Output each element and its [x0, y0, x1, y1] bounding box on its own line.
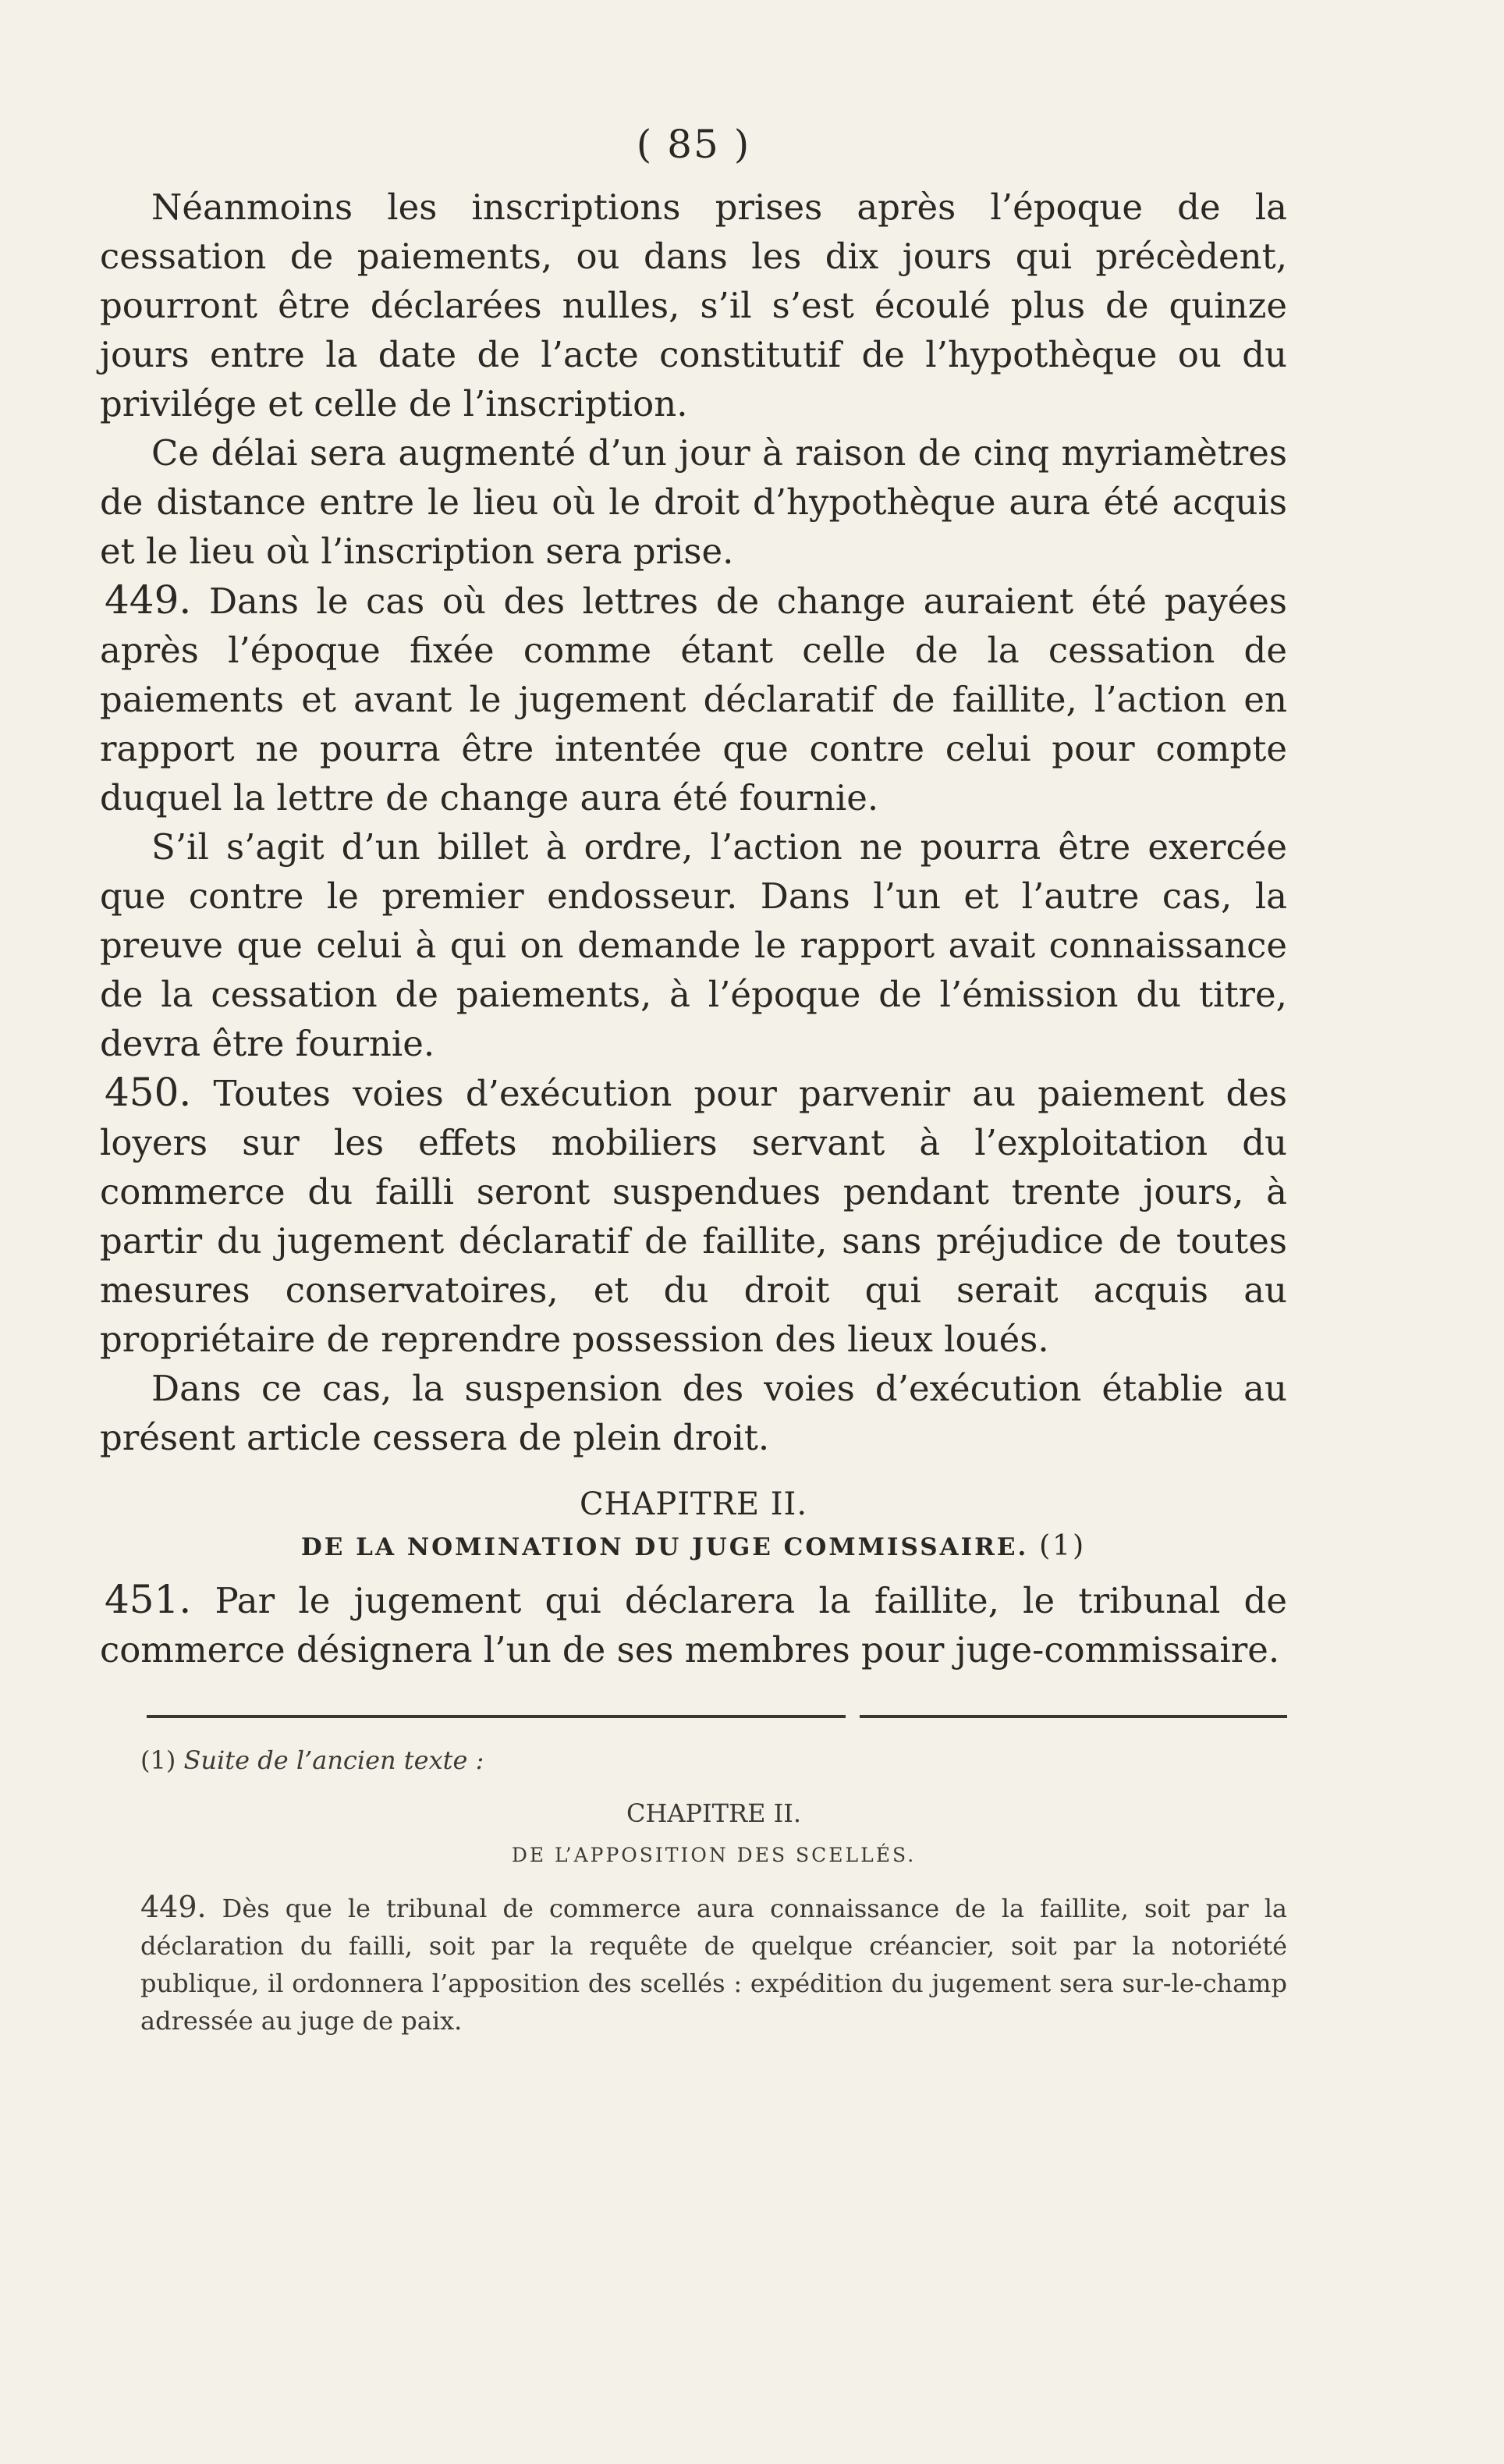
chapter-subtitle-text: DE LA NOMINATION DU JUGE COMMISSAIRE.: [300, 1533, 1029, 1561]
article-450: [100, 1068, 1287, 1364]
divider-rule: [860, 1715, 1287, 1718]
chapter-title: CHAPITRE II.: [579, 1486, 808, 1522]
page-number: ( 85 ): [636, 122, 751, 167]
article-451: [100, 1575, 1287, 1674]
article-text: Dans le cas où des lettres de change auraient été payées après l’époque fixée comme étant celle de la cessation de paiements et avant le jugement déclaratif de faillite, l’action en rapport ne pourra être intentée que contre celui pour compte duquel la lettre de change aura été fournie.: [100, 580, 1287, 818]
footnote-intro: [140, 1741, 1287, 1779]
divider-rule: [147, 1715, 846, 1718]
page: [100, 122, 1288, 2040]
footnote-divider: [100, 1715, 1287, 1718]
footnote-reference: (1): [1039, 1530, 1087, 1562]
footnote-article-text: Dès que le tribunal de commerce aura connaissance de la faillite, soit par la déclaration du failli, soit par la requête de quelque créancier, soit par la notoriété publique, il ordonnera l’apposition des scellés : expédition du jugement sera sur-le-champ adressée au juge de paix.: [140, 1894, 1288, 2036]
footnote-marker: (1): [140, 1745, 176, 1776]
article-text: Par le jugement qui déclarera la faillite, le tribunal de commerce désignera l’un de ses membres pour juge-commissaire.: [100, 1580, 1287, 1671]
paragraph: Ce délai sera augmenté d’un jour à raison de cinq myriamètres de distance entre le lieu où le droit d’hypothèque aura été acquis et le lieu où l’inscription sera prise.: [100, 432, 1287, 572]
paragraph: Néanmoins les inscriptions prises après l’époque de la cessation de paiements, ou dans les dix jours qui précèdent, pourront être déclarées nulles, s’il s’est écoulé plus de quinze jours entre la date de l’acte constitutif de l’hypothèque ou du privilége et celle de l’inscription.: [100, 186, 1287, 424]
article-text: Toutes voies d’exécution pour parvenir au paiement des loyers sur les effets mobiliers servant à l’exploitation du commerce du failli seront suspendues pendant trente jours, à partir du jugement déclaratif de faillite, sans préjudice de toutes mesures conservatoires, et du droit qui serait acquis au propriétaire de reprendre possession des lieux loués.: [100, 1073, 1287, 1360]
footnote-article-number: 449.: [140, 1890, 207, 1925]
article-number: 449.: [105, 577, 192, 623]
paragraph: Dans ce cas, la suspension des voies d’exécution établie au présent article cessera de plein droit.: [100, 1368, 1287, 1458]
article-number: 450.: [105, 1070, 192, 1115]
article-number: 451.: [105, 1577, 192, 1623]
footnote-intro-text: Suite de l’ancien texte :: [183, 1745, 484, 1776]
footnote: [100, 1741, 1287, 2040]
footnote-chapter-subtitle: DE L’APPOSITION DES SCELLÉS.: [511, 1844, 917, 1867]
main-text: [100, 183, 1287, 1674]
paragraph: S’il s’agit d’un billet à ordre, l’action ne pourra être exercée que contre le premier endosseur. Dans l’un et l’autre cas, la preuve que celui à qui on demande le rapport avait connaissance de la cessation de paiements, à l’époque de l’émission du titre, devra être fournie.: [100, 826, 1287, 1064]
footnote-chapter-title: CHAPITRE II.: [626, 1798, 802, 1829]
footnote-article: [140, 1888, 1287, 2040]
chapter-subtitle: [100, 1529, 1287, 1563]
article-449: [100, 576, 1287, 822]
